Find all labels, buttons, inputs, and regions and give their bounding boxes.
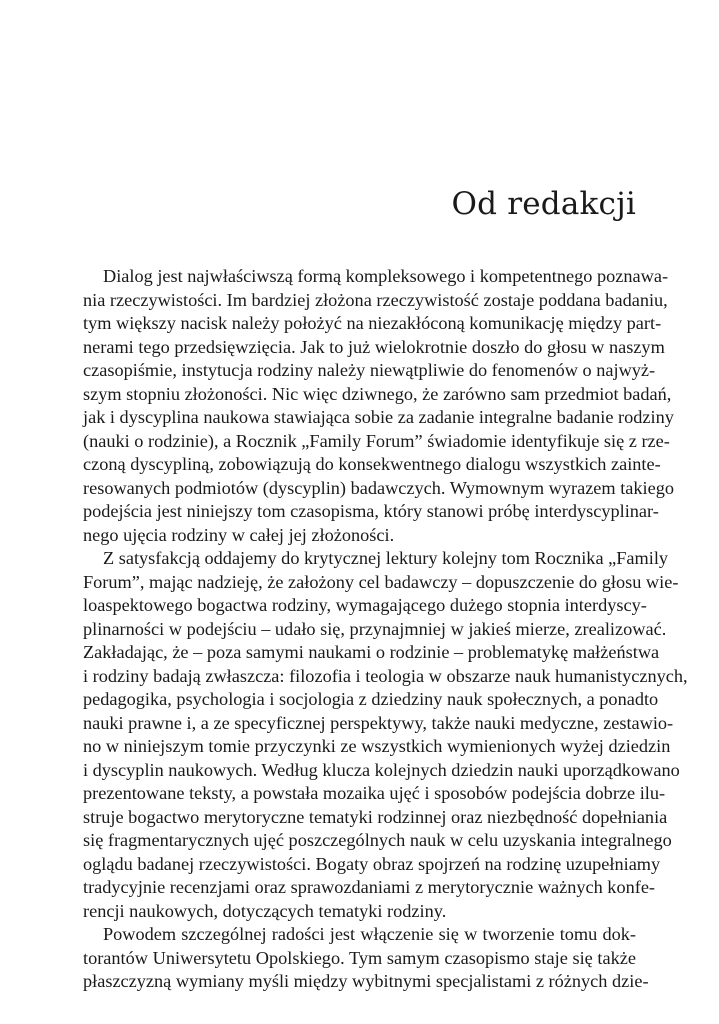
body-text (83, 265, 688, 994)
text-line: i rodziny badają zwłaszcza: filozofia i teologia w obszarze nauk humanistycznych, (83, 665, 688, 686)
text-line: nauki prawne i, a ze specyficznej perspektywy, także nauki medyczne, zestawio- (83, 712, 674, 733)
text-line: loaspektowego bogactwa rodziny, wymagającego dużego stopnia interdyscy- (83, 595, 647, 615)
text-line: jak i dyscyplina naukowa stawiająca sobie za zadanie integralne badanie rodziny (83, 407, 674, 427)
text-line: Dialog jest najwłaściwszą formą kompleksowego i kompetentnego poznawa- (103, 266, 669, 286)
text-line: torantów Uniwersytetu Opolskiego. Tym samym czasopismo staje się także (83, 947, 636, 968)
text-line: szym stopniu złożoności. Nic więc dziwnego, że zarówno sam przedmiot badań, (83, 383, 672, 404)
text-line: tym większy nacisk należy położyć na niezakłóconą komunikację między part- (83, 313, 662, 333)
paragraph-2 (83, 547, 688, 923)
text-line: nerami tego przedsięwzięcia. Jak to już wielokrotnie doszło do głosu w naszym (83, 336, 665, 357)
text-line: Forum”, mając nadzieję, że założony cel badawczy – dopuszczenie do głosu wie- (83, 571, 679, 592)
text-line: i dyscyplin naukowych. Według klucza kolejnych dziedzin nauki uporządkowano (83, 759, 680, 780)
text-line: no w niniejszym tomie przyczynki ze wszystkich wymienionych wyżej dziedzin (83, 736, 671, 756)
text-line: rencji naukowych, dotyczących tematyki rodziny. (83, 900, 447, 921)
text-line: pedagogika, psychologia i socjologia z dziedziny nauk społecznych, a ponadto (83, 689, 659, 709)
text-line: resowanych podmiotów (dyscyplin) badawczych. Wymownym wyrazem takiego (83, 477, 675, 498)
text-line: płaszczyzną wymiany myśli między wybitnymi specjalistami z różnych dzie- (83, 971, 649, 991)
text-line: nego ujęcia rodziny w całej jej złożoności. (83, 524, 395, 545)
text-line: Powodem szczególnej radości jest włączenie się w tworzenie tomu dok- (103, 924, 636, 944)
paragraph-1 (83, 265, 675, 547)
text-line: nia rzeczywistości. Im bardziej złożona rzeczywistość zostaje poddana badaniu, (83, 289, 668, 310)
text-line: czasopiśmie, instytucja rodziny należy niewątpliwie do fenomenów o najwyż- (83, 360, 656, 380)
text-line: struje bogactwo merytoryczne tematyki rodzinnej oraz niezbędność dopełniania (83, 806, 668, 827)
text-line: Z satysfakcją oddajemy do krytycznej lektury kolejny tom Rocznika „Family (103, 548, 669, 568)
text-line: plinarności w podejściu – udało się, przynajmniej w jakieś mierze, zrealizować. (83, 618, 667, 639)
text-line: tradycyjnie recenzjami oraz sprawozdaniami z merytorycznie ważnych konfe- (83, 877, 656, 897)
text-line: podejścia jest niniejszy tom czasopisma, który stanowi próbę interdyscyplinar- (83, 501, 659, 521)
text-line: oglądu badanej rzeczywistości. Bogaty obraz spojrzeń na rodzinę uzupełniamy (83, 853, 661, 874)
text-line: się fragmentarycznych ujęć poszczególnych nauk w celu uzyskania integralnego (83, 830, 672, 850)
text-line: czoną dyscypliną, zobowiązują do konsekwentnego dialogu wszystkich zainte- (83, 454, 661, 474)
text-line: Zakładając, że – poza samymi naukami o rodzinie – problematykę małżeństwa (83, 642, 660, 662)
text-line: (nauki o rodzinie), a Rocznik „Family Forum” świadomie identyfikuje się z rze- (83, 430, 670, 451)
text-line: prezentowane teksty, a powstała mozaika ujęć i sposobów podejścia dobrze ilu- (83, 783, 666, 803)
page-title: Od redakcji (451, 186, 636, 222)
paragraph-3 (83, 923, 649, 994)
